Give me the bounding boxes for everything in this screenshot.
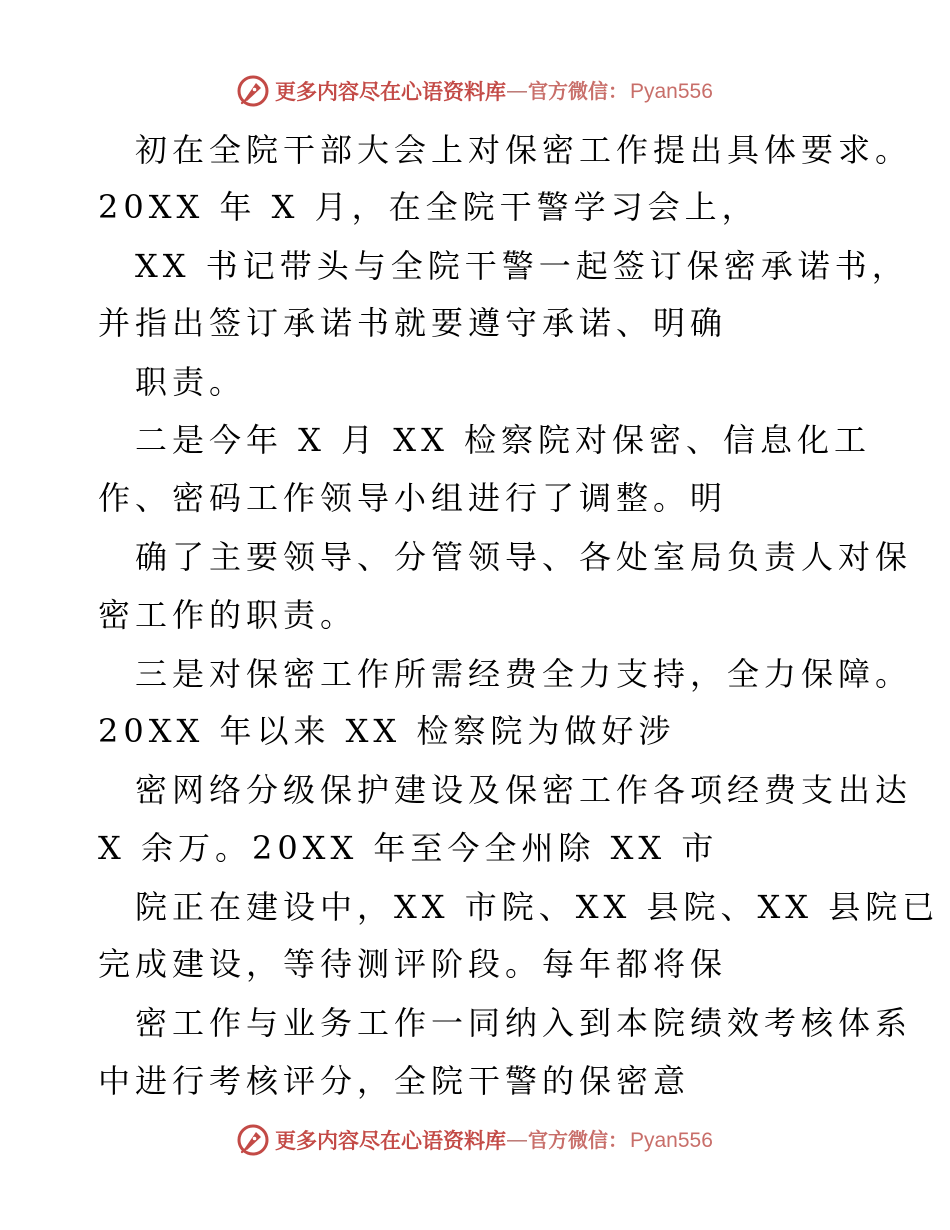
- banner-contact-label: 官方微信：: [528, 79, 628, 103]
- banner-slogan: 更多内容尽在心语资料库: [275, 78, 506, 104]
- banner-dash: —: [507, 80, 527, 102]
- body-line: 职责。: [135, 363, 247, 401]
- body-line: 密工作的职责。: [98, 596, 358, 634]
- body-line: X 余万。20XX 年至今全州除 XX 市: [98, 829, 719, 867]
- banner-contact-id: Pyan556: [630, 79, 713, 103]
- body-line: 20XX 年 X 月，在全院干警学习会上，: [98, 188, 759, 226]
- body-line: 并指出签订承诺书就要遵守承诺、明确: [98, 304, 728, 342]
- footer-banner: [236, 1120, 713, 1160]
- body-line: 密工作与业务工作一同纳入到本院绩效考核体系: [135, 1004, 913, 1042]
- body-line: 初在全院干部大会上对保密工作提出具体要求。: [135, 131, 913, 169]
- body-line: 密网络分级保护建设及保密工作各项经费支出达: [135, 771, 913, 809]
- body-line: 二是今年 X 月 XX 检察院对保密、信息化工: [135, 421, 872, 459]
- body-line: XX 书记带头与全院干警一起签订保密承诺书，: [135, 247, 909, 285]
- pen-nib-circle-icon: [236, 74, 270, 108]
- body-line: 确了主要领导、分管领导、各处室局负责人对保: [135, 538, 913, 576]
- banner-contact-id: Pyan556: [630, 1128, 713, 1152]
- body-line: 院正在建设中，XX 市院、XX 县院、XX 县院已: [135, 888, 940, 926]
- body-line: 20XX 年以来 XX 检察院为做好涉: [98, 712, 676, 750]
- banner-dash: —: [507, 1129, 527, 1151]
- body-line: 三是对保密工作所需经费全力支持，全力保障。: [135, 655, 913, 693]
- header-banner: [236, 71, 713, 111]
- pen-nib-circle-icon: [236, 1123, 270, 1157]
- body-line: 中进行考核评分，全院干警的保密意: [98, 1062, 691, 1100]
- body-line: 作、密码工作领导小组进行了调整。明: [98, 479, 728, 517]
- body-line: 完成建设，等待测评阶段。每年都将保: [98, 945, 728, 983]
- banner-slogan: 更多内容尽在心语资料库: [275, 1127, 506, 1153]
- banner-contact-label: 官方微信：: [528, 1128, 628, 1152]
